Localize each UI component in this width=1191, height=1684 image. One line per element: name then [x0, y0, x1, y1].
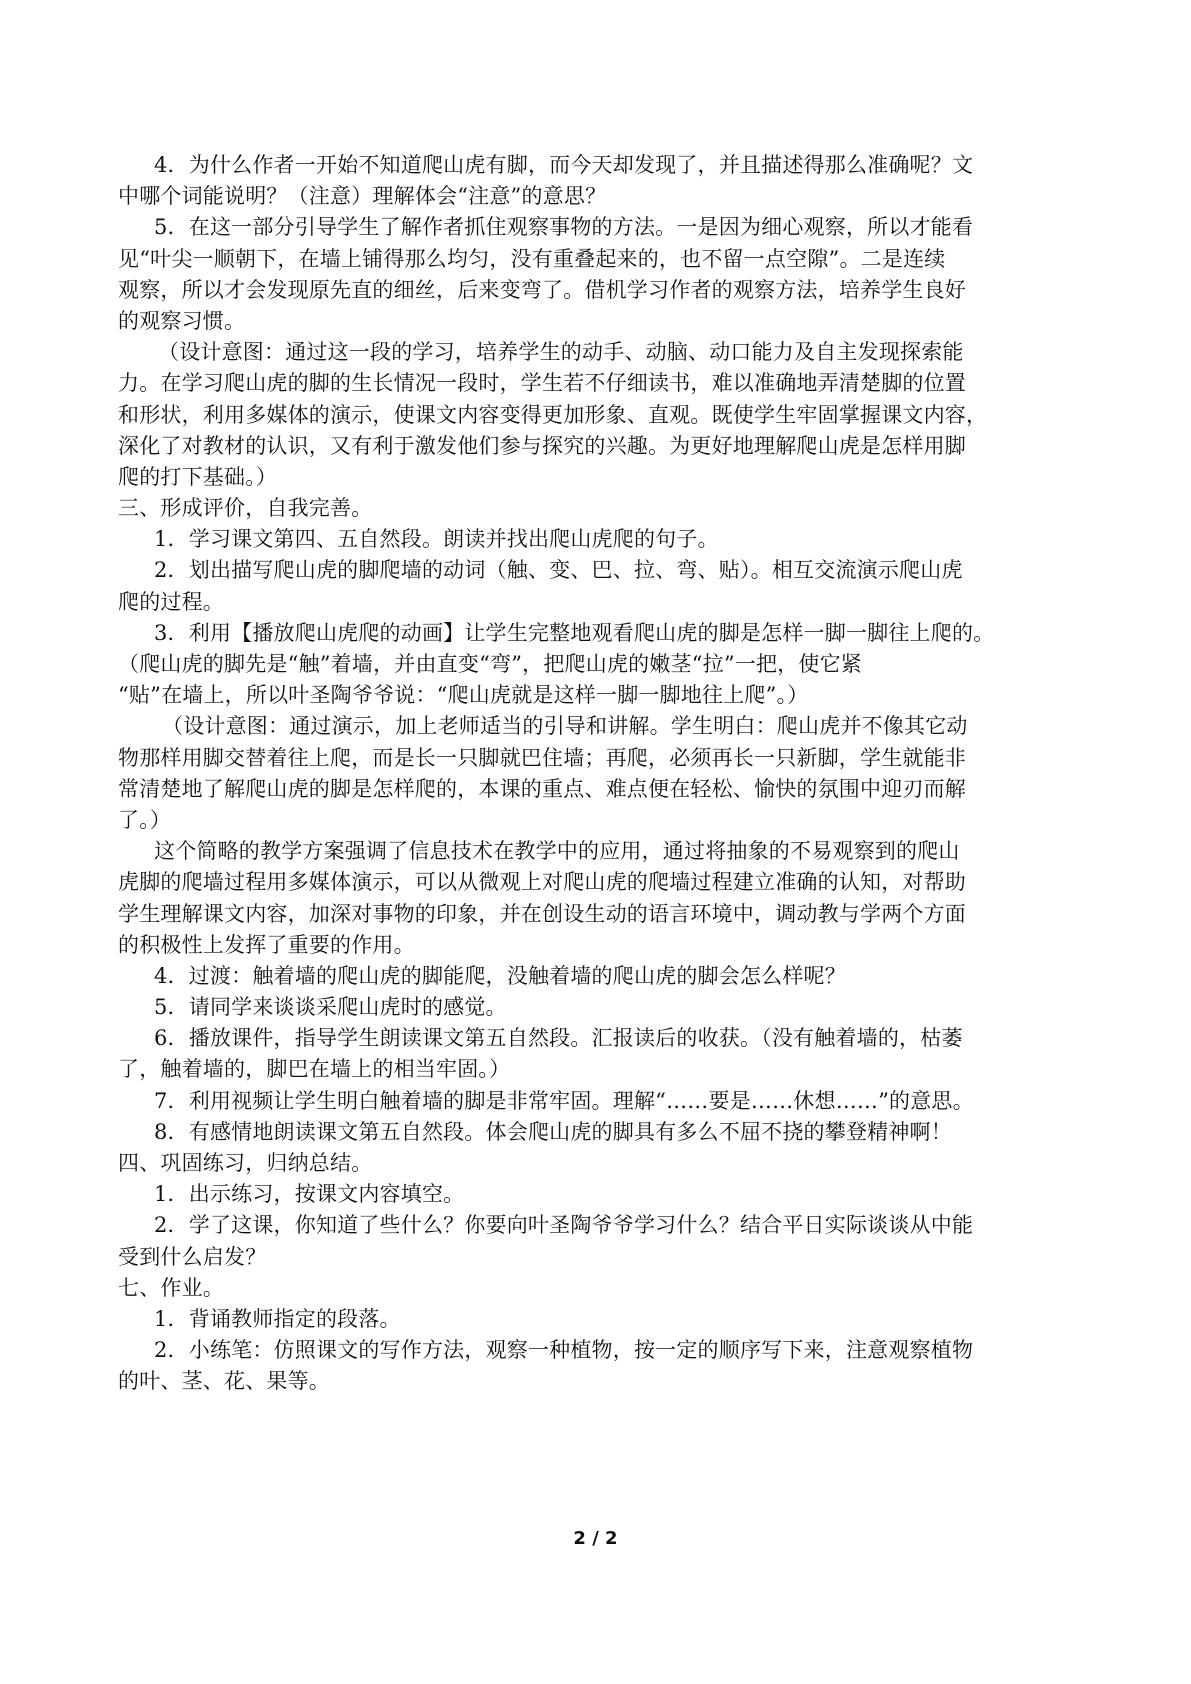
text-line: 爬的打下基础。）: [118, 464, 278, 489]
text-line: 3．利用【播放爬山虎爬的动画】让学生完整地观看爬山虎的脚是怎样一脚一脚往上爬的。: [154, 620, 995, 645]
section-heading: 四、巩固练习，归纳总结。: [118, 1151, 373, 1175]
text-line: 6．播放课件，指导学生朗读课文第五自然段。汇报读后的收获。（没有触着墙的，枯萎: [154, 1026, 963, 1051]
text-line: 深化了对教材的认识，又有利于激发他们参与探究的兴趣。为更好地理解爬山虎是怎样用脚: [118, 433, 966, 458]
text-line: 的观察习惯。: [118, 308, 246, 333]
text-line: 虎脚的爬墙过程用多媒体演示，可以从微观上对爬山虎的爬墙过程建立准确的认知，对帮助: [118, 870, 966, 895]
text-line: 了。）: [118, 807, 172, 832]
text-line: 学生理解课文内容，加深对事物的印象，并在创设生动的语言环境中，调动教与学两个方面: [118, 901, 966, 926]
text-line: 5．请同学来谈谈采爬山虎时的感觉。: [154, 995, 507, 1020]
text-line: 5．在这一部分引导学生了解作者抓住观察事物的方法。一是因为细心观察，所以才能看: [154, 215, 974, 240]
text-line: 8．有感情地朗读课文第五自然段。体会爬山虎的脚具有多么不屈不挠的攀登精神啊！: [154, 1119, 952, 1144]
text-line: 和形状，利用多媒体的演示，使课文内容变得更加形象、直观。既使学生牢固掌握课文内容，: [118, 402, 988, 427]
text-line: 4．为什么作者一开始不知道爬山虎有脚，而今天却发现了，并且描述得那么准确呢？文: [154, 153, 974, 177]
text-line: 爬的过程。: [118, 589, 224, 614]
text-line: 1．出示练习，按课文内容填空。: [154, 1182, 465, 1207]
text-line: 力。在学习爬山虎的脚的生长情况一段时，学生若不仔细读书，难以准确地弄清楚脚的位置: [118, 371, 966, 396]
text-line: “贴”在墙上，所以叶圣陶爷爷说：“爬山虎就是这样一脚一脚地往上爬”。）: [118, 683, 809, 708]
text-line: 7．利用视频让学生明白触着墙的脚是非常牢固。理解“……要是……休想……”的意思。: [154, 1088, 974, 1113]
section-heading: 七、作业。: [118, 1275, 224, 1300]
document-body: [118, 150, 1078, 1398]
text-line: 的叶、茎、花、果等。: [118, 1369, 330, 1394]
design-intent-line: （设计意图：通过演示，加上老师适当的引导和讲解。学生明白：爬山虎并不像其它动: [162, 714, 968, 739]
text-line: 见“叶尖一顺朝下，在墙上铺得那么均匀，没有重叠起来的，也不留一点空隙”。二是连续: [118, 246, 946, 271]
section-heading: 三、形成评价，自我完善。: [118, 496, 373, 521]
text-line: 1．背诵教师指定的段落。: [154, 1306, 401, 1331]
text-line: 常清楚地了解爬山虎的脚是怎样爬的，本课的重点、难点便在轻松、愉快的氛围中迎刃而解: [118, 776, 966, 801]
text-line: 1．学习课文第四、五自然段。朗读并找出爬山虎爬的句子。: [154, 527, 719, 552]
design-intent-line: （设计意图：通过这一段的学习，培养学生的动手、动脑、动口能力及自主发现探索能: [158, 340, 964, 365]
text-line: 受到什么启发？: [118, 1244, 267, 1269]
text-line: 观察，所以才会发现原先直的细丝，后来变弯了。借机学习作者的观察方法，培养学生良好: [118, 277, 966, 302]
text-line: 2．划出描写爬山虎的脚爬墙的动词（触、变、巴、拉、弯、贴）。相互交流演示爬山虎: [154, 558, 963, 583]
text-line: （爬山虎的脚先是“触”着墙，并由直变“弯”，把爬山虎的嫩茎“拉”一把，使它紧: [118, 652, 863, 676]
text-line: 2．小练笔：仿照课文的写作方法，观察一种植物，按一定的顺序写下来，注意观察植物: [154, 1338, 974, 1363]
page-number: 2 / 2: [573, 1528, 618, 1549]
text-line: 物那样用脚交替着往上爬，而是长一只脚就巴住墙；再爬，必须再长一只新脚，学生就能非: [118, 745, 966, 770]
text-line: 这个简略的教学方案强调了信息技术在教学中的应用，通过将抽象的不易观察到的爬山: [154, 839, 960, 864]
text-line: 的积极性上发挥了重要的作用。: [118, 932, 415, 957]
text-line: 了，触着墙的，脚巴在墙上的相当牢固。）: [118, 1057, 511, 1082]
text-line: 4．过渡：触着墙的爬山虎的脚能爬，没触着墙的爬山虎的脚会怎么样呢？: [154, 963, 846, 988]
text-line: 中哪个词能说明？（注意）理解体会“注意”的意思？: [118, 184, 607, 209]
text-line: 2．学了这课，你知道了些什么？你要向叶圣陶爷爷学习什么？结合平日实际谈谈从中能: [154, 1213, 974, 1238]
